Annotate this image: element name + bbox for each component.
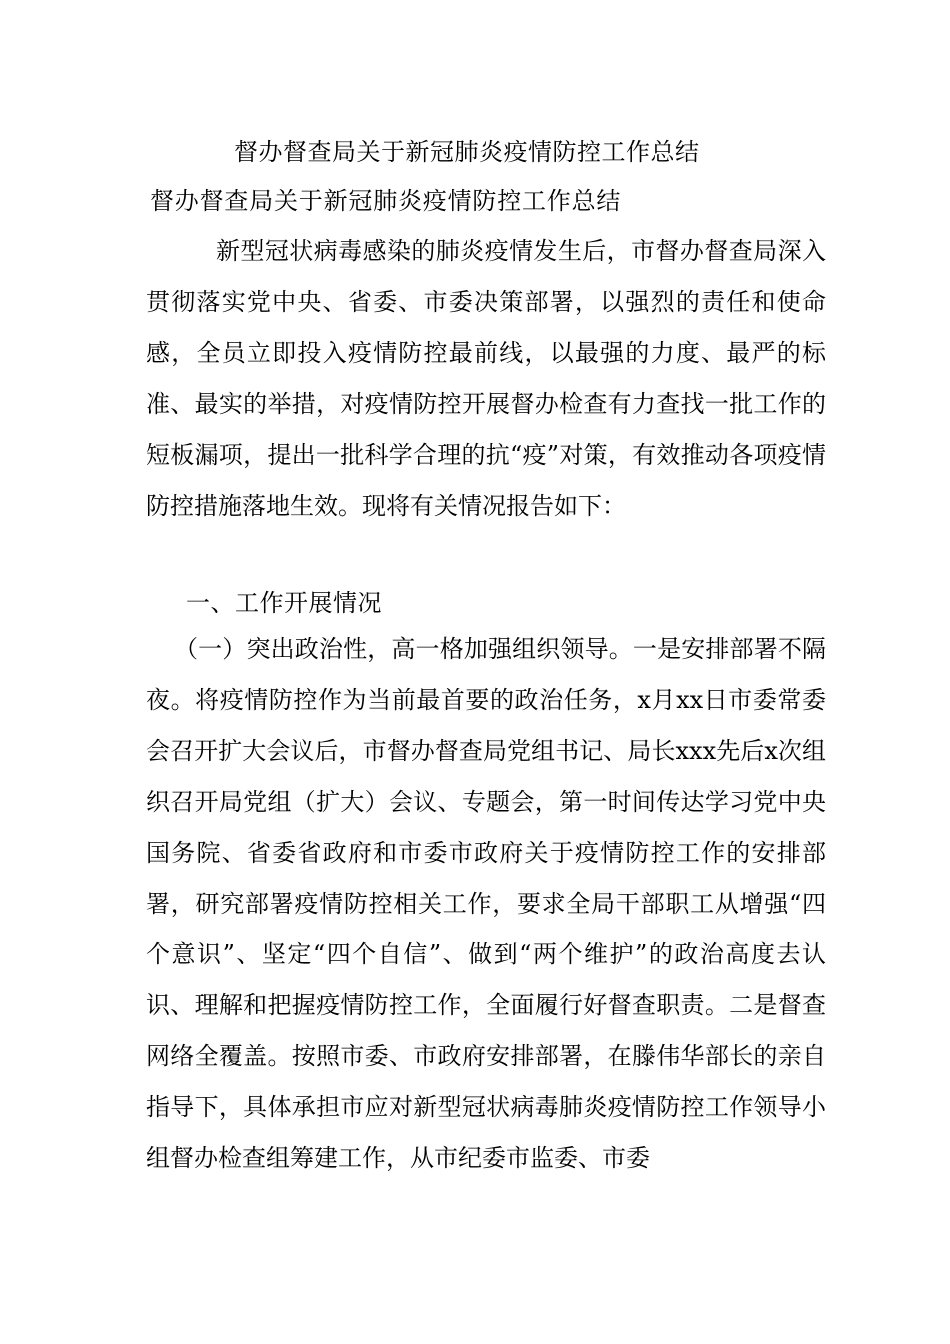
document-subtitle: 督办督查局关于新冠肺炎疫情防控工作总结 [150,187,622,215]
section-paragraph: （一）突出政治性，高一格加强组织领导。一是安排部署不隔夜。将疫情防控作为当前最首要的政治任务，x月xx日市委常委会召开扩大会议后，市督办督查局党组书记、局长xxx先后x次组织召开局党组（扩大）会议、专题会，第一时间传达学习党中央国务院、省委省政府和市委市政府关于疫情防控工作的安排部署，研究部署疫情防控相关工作，要求全局干部职工从增强“四个意识”、坚定“四个自信”、做到“两个维护”的政治高度去认识、理解和把握疫情防控工作，全面履行好督查职责。二是督查网络全覆盖。按照市委、市政府安排部署，在滕伟华部长的亲自指导下，具体承担市应对新型冠状病毒肺炎疫情防控工作领导小组督办检查组筹建工作，从市纪委市监委、市委 [146,635,826,1173]
document-title: 督办督查局关于新冠肺炎疫情防控工作总结 [234,138,700,166]
intro-paragraph: 新型冠状病毒感染的肺炎疫情发生后，市督办督查局深入贯彻落实党中央、省委、市委决策部署，以强烈的责任和使命感，全员立即投入疫情防控最前线，以最强的力度、最严的标准、最实的举措，对疫情防控开展督办检查有力查找一批工作的短板漏项，提出一批科学合理的抗“疫”对策，有效推动各项疫情防控措施落地生效。现将有关情况报告如下： [146,237,826,520]
section-heading: 一、工作开展情况 [186,589,382,617]
